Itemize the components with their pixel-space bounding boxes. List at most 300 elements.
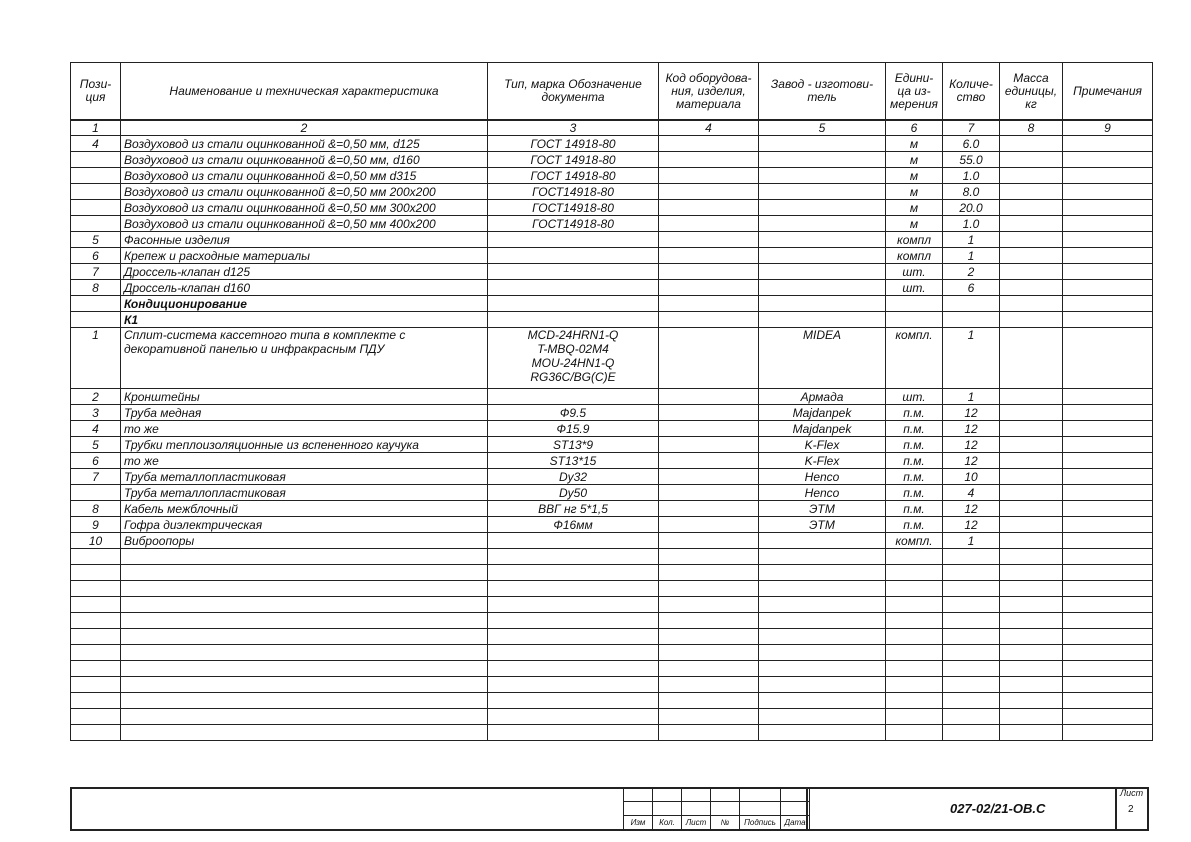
cell-mass [1000,485,1063,501]
cell-qty: 12 [943,405,1000,421]
cell-notes [1063,200,1153,216]
table-row [71,184,1153,200]
empty-cell [71,613,121,629]
title-block-top-line [70,787,1149,789]
empty-cell [943,597,1000,613]
empty-row [71,597,1153,613]
cell-qty: 1 [943,328,1000,389]
table-row [71,501,1153,517]
empty-cell [121,549,488,565]
empty-cell [488,565,659,581]
cell-notes [1063,184,1153,200]
cell-type: Dy50 [488,485,659,501]
empty-row [71,677,1153,693]
cell-notes [1063,168,1153,184]
cell-qty: 6 [943,280,1000,296]
cell-name: то же [121,421,488,437]
empty-cell [759,549,886,565]
empty-cell [759,565,886,581]
cell-notes [1063,517,1153,533]
empty-row [71,581,1153,597]
empty-row [71,549,1153,565]
empty-cell [1000,709,1063,725]
cell-qty: 12 [943,517,1000,533]
empty-cell [943,693,1000,709]
cell-qty: 1 [943,232,1000,248]
cell-maker: Majdanpek [759,421,886,437]
cell-maker [759,280,886,296]
cell-unit: п.м. [886,453,943,469]
empty-cell [488,629,659,645]
cell-qty: 6.0 [943,136,1000,152]
cell-unit: шт. [886,280,943,296]
empty-cell [659,677,759,693]
cell-position: 8 [71,501,121,517]
empty-cell [659,549,759,565]
cell-position: 6 [71,248,121,264]
header-row [71,63,1153,121]
empty-cell [488,645,659,661]
cell-code [659,264,759,280]
empty-cell [659,725,759,741]
cell-notes [1063,421,1153,437]
col-num: 8 [1000,120,1063,136]
table-row [71,232,1153,248]
cell-unit: м [886,136,943,152]
cell-notes [1063,328,1153,389]
cell-name: Дроссель-клапан d160 [121,280,488,296]
cell-name: Труба металлопластиковая [121,469,488,485]
empty-cell [1000,677,1063,693]
empty-cell [659,565,759,581]
title-block-right-line [1147,787,1149,830]
cell-empty [1063,296,1153,312]
empty-cell [488,597,659,613]
cell-position: 5 [71,437,121,453]
cell-type [488,389,659,405]
subsection-title: К1 [121,312,488,328]
cell-name: Воздуховод из стали оцинкованной &=0,50 мм 200х200 [121,184,488,200]
empty-cell [1063,581,1153,597]
empty-cell [659,629,759,645]
cell-position: 5 [71,232,121,248]
empty-cell [886,613,943,629]
cell-empty [659,312,759,328]
empty-row [71,629,1153,645]
empty-cell [886,709,943,725]
section-row [71,296,1153,312]
empty-cell [1000,645,1063,661]
cell-code [659,328,759,389]
header-code: Код оборудова-ния, изделия, материала [659,63,759,121]
stamp-label: № [711,816,740,830]
empty-cell [488,549,659,565]
stamp-label: Подпись [740,816,781,830]
empty-cell [1000,565,1063,581]
empty-cell [121,629,488,645]
empty-cell [1000,693,1063,709]
empty-cell [71,725,121,741]
empty-cell [659,645,759,661]
cell-code [659,405,759,421]
cell-maker [759,136,886,152]
cell-maker: Армада [759,389,886,405]
cell-mass [1000,248,1063,264]
header-type: Тип, марка Обозначение документа [488,63,659,121]
cell-type [488,533,659,549]
cell-unit: шт. [886,389,943,405]
cell-maker: K-Flex [759,453,886,469]
cell-type: ВВГ нг 5*1,5 [488,501,659,517]
cell-mass [1000,469,1063,485]
cell-code [659,280,759,296]
cell-code [659,184,759,200]
cell-empty [886,312,943,328]
empty-cell [71,693,121,709]
cell-name: Гофра диэлектрическая [121,517,488,533]
cell-maker [759,533,886,549]
table-row [71,248,1153,264]
cell-code [659,152,759,168]
cell-mass [1000,184,1063,200]
empty-cell [1063,613,1153,629]
empty-row [71,725,1153,741]
empty-cell [121,725,488,741]
empty-cell [121,677,488,693]
empty-cell [121,581,488,597]
cell-type: Dy32 [488,469,659,485]
cell-name: Сплит-система кассетного типа в комплекте с декоративной панелью и инфракрасным ПДУ [121,328,488,389]
cell-maker [759,152,886,168]
revision-grid [623,787,810,830]
empty-cell [659,597,759,613]
cell-qty: 8.0 [943,184,1000,200]
empty-cell [1063,549,1153,565]
col-num: 5 [759,120,886,136]
cell-position [71,200,121,216]
cell-maker: ЭТМ [759,501,886,517]
col-num: 3 [488,120,659,136]
col-num: 2 [121,120,488,136]
cell-type: ГОСТ14918-80 [488,184,659,200]
cell-notes [1063,437,1153,453]
empty-cell [121,613,488,629]
empty-cell [759,629,886,645]
cell-notes [1063,248,1153,264]
empty-cell [886,565,943,581]
empty-cell [488,677,659,693]
title-block [70,787,1149,830]
empty-cell [1063,597,1153,613]
column-numbers-row [71,120,1153,136]
empty-cell [1000,549,1063,565]
table-row [71,421,1153,437]
table-row [71,216,1153,232]
empty-cell [943,565,1000,581]
col-num: 6 [886,120,943,136]
cell-maker: Majdanpek [759,405,886,421]
header-mass: Масса единицы, кг [1000,63,1063,121]
empty-cell [943,629,1000,645]
col-num: 1 [71,120,121,136]
table-row [71,485,1153,501]
empty-cell [659,709,759,725]
empty-cell [759,597,886,613]
stamp-label: Кол. [653,816,682,830]
cell-mass [1000,216,1063,232]
empty-cell [1000,581,1063,597]
cell-notes [1063,216,1153,232]
empty-cell [71,581,121,597]
cell-type [488,232,659,248]
cell-qty: 1 [943,389,1000,405]
cell-code [659,501,759,517]
cell-code [659,485,759,501]
empty-cell [659,613,759,629]
empty-cell [488,725,659,741]
empty-cell [1063,565,1153,581]
cell-code [659,232,759,248]
cell-empty [488,312,659,328]
empty-cell [759,693,886,709]
cell-empty [759,296,886,312]
cell-empty [1000,312,1063,328]
cell-position [71,485,121,501]
empty-cell [121,645,488,661]
cell-notes [1063,152,1153,168]
empty-cell [886,645,943,661]
cell-maker [759,200,886,216]
cell-type: MCD-24HRN1-Q T-MBQ-02M4 MOU-24HN1-Q RG36C/BG(C)E [488,328,659,389]
cell-type [488,248,659,264]
cell-empty [659,296,759,312]
cell-type: ГОСТ14918-80 [488,216,659,232]
cell-name: Крепеж и расходные материалы [121,248,488,264]
cell-notes [1063,232,1153,248]
table-row [71,517,1153,533]
empty-cell [759,645,886,661]
cell-name: Трубки теплоизоляционные из вспененного каучука [121,437,488,453]
cell-code [659,533,759,549]
cell-position: 7 [71,264,121,280]
empty-cell [121,597,488,613]
cell-empty [1000,296,1063,312]
cell-position [71,168,121,184]
cell-code [659,437,759,453]
cell-maker: Henco [759,485,886,501]
cell-code [659,168,759,184]
cell-notes [1063,264,1153,280]
empty-cell [71,661,121,677]
cell-unit: м [886,168,943,184]
cell-code [659,453,759,469]
stamp-label: Лист [682,816,711,830]
empty-cell [759,709,886,725]
empty-cell [1000,661,1063,677]
empty-cell [886,677,943,693]
empty-cell [759,725,886,741]
empty-cell [943,725,1000,741]
cell-notes [1063,389,1153,405]
cell-code [659,216,759,232]
col-num: 7 [943,120,1000,136]
empty-cell [886,629,943,645]
cell-notes [1063,485,1153,501]
title-block-bottom-line [70,829,1149,831]
cell-qty: 12 [943,421,1000,437]
cell-position: 8 [71,280,121,296]
header-unit: Едини-ца из-мерения [886,63,943,121]
empty-cell [1063,629,1153,645]
empty-row [71,661,1153,677]
cell-unit: п.м. [886,437,943,453]
cell-mass [1000,421,1063,437]
cell-mass [1000,168,1063,184]
cell-type: ГОСТ 14918-80 [488,136,659,152]
cell-qty: 12 [943,453,1000,469]
table-row [71,168,1153,184]
cell-qty: 1 [943,533,1000,549]
header-name: Наименование и техническая характеристика [121,63,488,121]
header-maker: Завод - изготови-тель [759,63,886,121]
empty-cell [488,581,659,597]
document-number: 027-02/21-ОВ.С [950,801,1046,816]
empty-cell [1000,725,1063,741]
empty-cell [71,549,121,565]
cell-name: Труба медная [121,405,488,421]
cell-name: Труба металлопластиковая [121,485,488,501]
empty-cell [71,709,121,725]
empty-row [71,709,1153,725]
table-row [71,405,1153,421]
empty-cell [121,709,488,725]
cell-qty: 20.0 [943,200,1000,216]
cell-name: то же [121,453,488,469]
empty-cell [488,661,659,677]
cell-type: Ф9.5 [488,405,659,421]
cell-mass [1000,232,1063,248]
cell-qty: 12 [943,501,1000,517]
empty-cell [1063,645,1153,661]
empty-rows [71,549,1153,741]
cell-name: Воздуховод из стали оцинкованной &=0,50 мм, d125 [121,136,488,152]
cell-position: 3 [71,405,121,421]
cell-position: 4 [71,136,121,152]
empty-cell [71,597,121,613]
cell-maker [759,216,886,232]
empty-cell [1063,661,1153,677]
cell-maker: K-Flex [759,437,886,453]
cell-code [659,389,759,405]
cell-unit: м [886,200,943,216]
cell-name: Воздуховод из стали оцинкованной &=0,50 мм, d160 [121,152,488,168]
cell-notes [1063,453,1153,469]
cell-type [488,264,659,280]
cell-notes [1063,136,1153,152]
cell-position [71,216,121,232]
empty-cell [71,565,121,581]
empty-cell [943,661,1000,677]
empty-cell [121,661,488,677]
title-block-sheet-divider [1115,787,1117,830]
cell-position: 7 [71,469,121,485]
cell-unit: компл [886,232,943,248]
empty-cell [659,693,759,709]
cell-type: Ф16мм [488,517,659,533]
cell-notes [1063,533,1153,549]
empty-cell [1063,709,1153,725]
empty-cell [121,693,488,709]
cell-mass [1000,264,1063,280]
cell-type [488,280,659,296]
specification-table [70,62,1153,741]
cell-mass [1000,405,1063,421]
empty-cell [659,661,759,677]
cell-maker [759,232,886,248]
cell-qty: 55.0 [943,152,1000,168]
empty-cell [1063,693,1153,709]
cell-position: 1 [71,328,121,389]
empty-cell [71,645,121,661]
cell-mass [1000,328,1063,389]
cell-maker: Henco [759,469,886,485]
title-block-left-line [70,787,72,830]
cell-position: 4 [71,421,121,437]
table-row [71,136,1153,152]
empty-cell [886,725,943,741]
empty-cell [886,597,943,613]
cell-unit: п.м. [886,485,943,501]
header-position: Пози-ция [71,63,121,121]
cell-name: Кронштейны [121,389,488,405]
cell-position: 10 [71,533,121,549]
cell-empty [488,296,659,312]
cell-empty [943,296,1000,312]
sheet-number: 2 [1128,804,1134,815]
table-row [71,533,1153,549]
empty-cell [1063,677,1153,693]
cell-position [71,152,121,168]
stamp-label: Дата [781,816,810,830]
cell-position: 6 [71,453,121,469]
cell-empty [943,312,1000,328]
cell-type: ST13*15 [488,453,659,469]
table-row [71,389,1153,405]
table-row [71,469,1153,485]
cell-name: Воздуховод из стали оцинкованной &=0,50 мм 300х200 [121,200,488,216]
cell-unit: п.м. [886,421,943,437]
empty-cell [759,661,886,677]
col-num: 9 [1063,120,1153,136]
cell-qty: 1 [943,248,1000,264]
cell-code [659,469,759,485]
empty-row [71,693,1153,709]
cell-mass [1000,152,1063,168]
cell-empty [886,296,943,312]
cell-position [71,296,121,312]
cell-name: Воздуховод из стали оцинкованной &=0,50 мм d315 [121,168,488,184]
split-system-row [71,328,1153,389]
cell-qty: 2 [943,264,1000,280]
empty-cell [943,613,1000,629]
cell-empty [759,312,886,328]
cell-mass [1000,136,1063,152]
cell-mass [1000,389,1063,405]
cell-type: ГОСТ 14918-80 [488,152,659,168]
table-row [71,437,1153,453]
table-row [71,200,1153,216]
cell-type: ГОСТ14918-80 [488,200,659,216]
